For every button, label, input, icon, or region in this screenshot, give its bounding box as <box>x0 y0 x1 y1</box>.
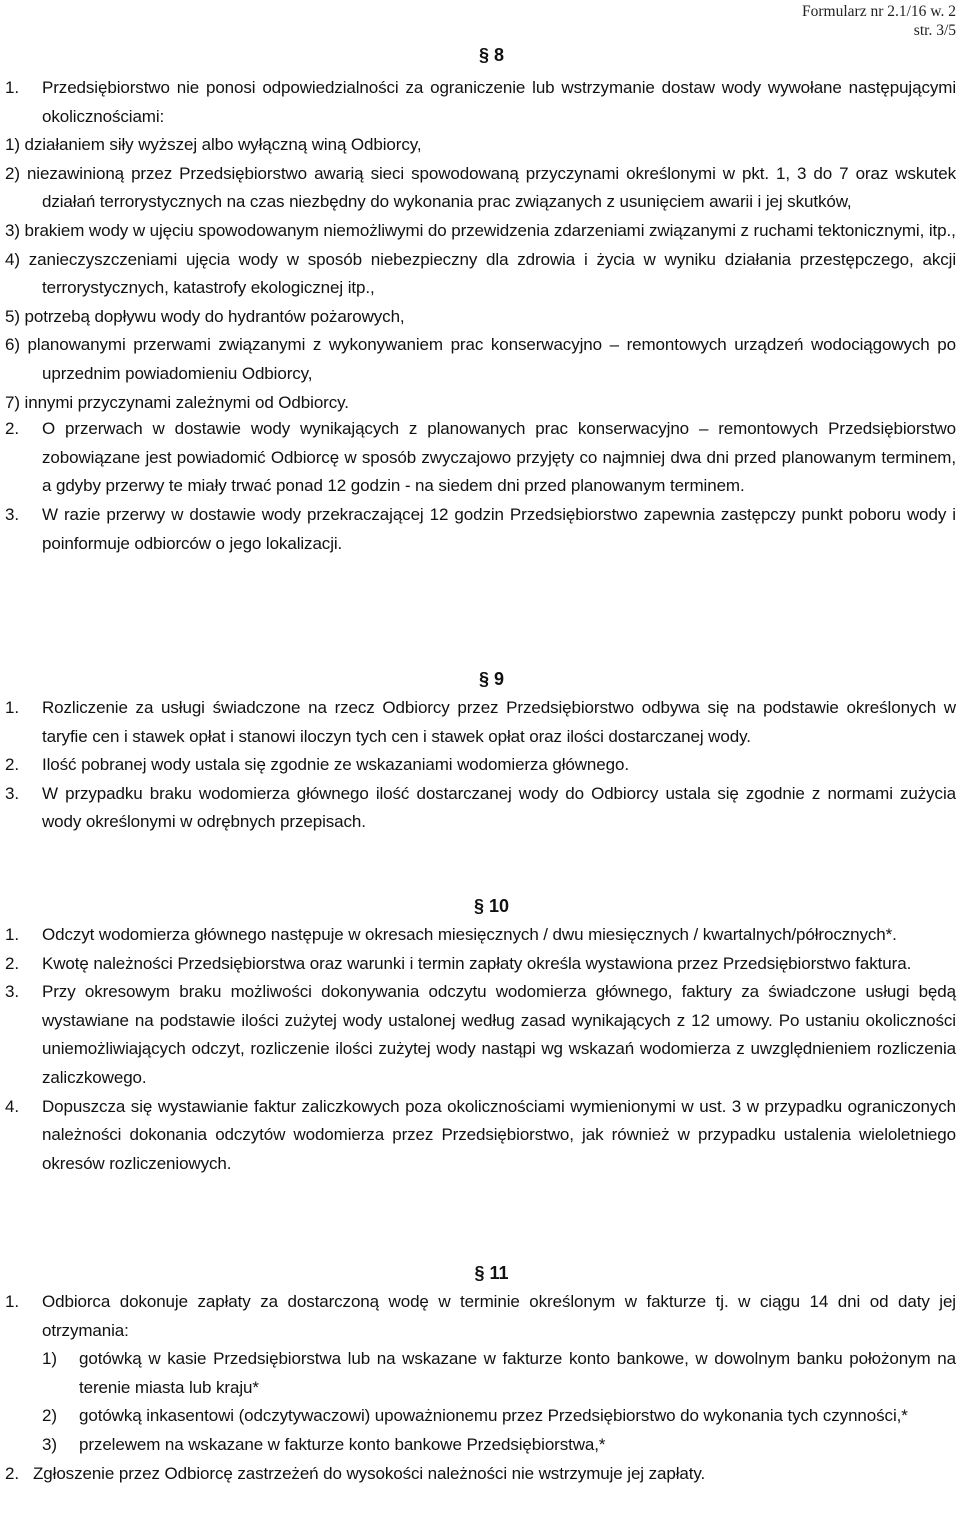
section-9 <box>5 668 958 837</box>
paragraph-2 <box>5 415 958 501</box>
paragraph-text: Zgłoszenie przez Odbiorcę zastrzeżeń do wysokości należności nie wstrzymuje jej zapłaty. <box>33 1463 706 1483</box>
paragraph-1 <box>5 74 958 417</box>
section-title: § 8 <box>478 45 505 65</box>
paragraph-number: 1. <box>5 925 19 944</box>
paragraph-4 <box>5 1093 958 1179</box>
paragraph-number: 2. <box>5 1463 19 1483</box>
list-item: 1) gotówką w kasie Przedsiębiorstwa lub na wskazane w fakturze konto bankowe, w dowolnym banku położonym na terenie miasta lub kraju* <box>42 1349 956 1397</box>
paragraph-text: Rozliczenie za usługi świadczone na rzecz Odbiorcy przez Przedsiębiorstwo odbywa się na podstawie określonych w taryfie cen i stawek opłat i stanowi iloczyn tych cen i stawek opłat oraz ilości dostarczanej wody. <box>42 698 956 746</box>
paragraph-number: 1. <box>5 1292 19 1311</box>
list-item: 2) gotówką inkasentowi (odczytywaczowi) upoważnionemu przez Przedsiębiorstwo do wykonania tych czynności,* <box>42 1406 908 1426</box>
paragraph-2 <box>5 950 958 979</box>
section-8 <box>5 44 958 558</box>
paragraph-1 <box>5 921 958 950</box>
paragraph-number: 2. <box>5 755 19 775</box>
section-mark-icon: § <box>478 45 494 65</box>
section-mark-icon: § <box>474 1263 490 1283</box>
paragraph-1 <box>5 694 958 751</box>
list-item: 2) niezawinioną przez Przedsiębiorstwo awarią sieci spowodowaną przyczynami określonymi w pkt. 1, 3 do 7 oraz wskutek działań terrorystycznych na czas niezbędny do wykonania prac związanych z usunięciem awarii i jej skutków, <box>5 163 956 212</box>
paragraph-number: 1. <box>5 78 19 97</box>
page-number: str. 3/5 <box>913 22 956 39</box>
paragraph-number: 2. <box>5 419 19 439</box>
paragraph-number: 3. <box>5 982 19 1002</box>
list-item: 4) zanieczyszczeniami ujęcia wody w sposób niebezpieczny dla zdrowia i życia w wyniku działania przestępczego, akcji terrorystycznych, katastrofy ekologicznej itp., <box>5 249 956 298</box>
paragraph-text: Kwotę należności Przedsiębiorstwa oraz warunki i termin zapłaty określa wystawiona przez Przedsiębiorstwo faktura. <box>42 953 912 973</box>
paragraph-2 <box>5 751 958 780</box>
list-item: 3) brakiem wody w ujęciu spowodowanym niemożliwymi do przewidzenia zdarzeniami związanymi z ruchami tektonicznymi, itp., <box>5 220 956 240</box>
paragraph-number: 4. <box>5 1096 19 1116</box>
section-10 <box>5 895 958 1178</box>
paragraph-3 <box>5 978 958 1092</box>
paragraph-text: Odczyt wodomierza głównego następuje w okresach miesięcznych / dwu miesięcznych / kwartalnych/półrocznych*. <box>42 925 897 944</box>
paragraph-number: 2. <box>5 953 19 973</box>
paragraph-1 <box>5 1288 958 1460</box>
section-title: § 10 <box>473 896 510 916</box>
paragraph-text: Odbiorca dokonuje zapłaty za dostarczoną wodę w terminie określonym w fakturze tj. w ciągu 14 dni od daty jej otrzymania: <box>42 1292 956 1340</box>
paragraph-text: Przy okresowym braku możliwości dokonywania odczytu wodomierza głównego, faktury za świadczone usługi będą wystawiane na podstawie ilości zużytej wody ustalonej według zasad wynikających z 12 umowy. Po ustaniu okoliczności uniemożliwiających odczyt, rozliczenie ilości zużytej wody nastąpi wg wskazań wodomierza z uwzględnieniem rozliczenia zaliczkowego. <box>42 982 956 1087</box>
payment-method-list <box>42 1345 956 1459</box>
paragraph-number: 3. <box>5 504 19 524</box>
form-number: Formularz nr 2.1/16 w. 2 <box>802 3 956 20</box>
paragraph-text: Przedsiębiorstwo nie ponosi odpowiedzialności za ograniczenie lub wstrzymanie dostaw wody wywołane następującymi okolicznościami: <box>42 78 956 126</box>
paragraph-text: Ilość pobranej wody ustala się zgodnie ze wskazaniami wodomierza głównego. <box>42 755 629 775</box>
paragraph-text: O przerwach w dostawie wody wynikających z planowanych prac konserwacyjno – remontowych Przedsiębiorstwo zobowiązane jest powiadomić Odbiorcę w sposób zwyczajowo przyjęty co najmniej dwa dni przed planowanym terminem, a gdyby przerwy te miały trwać ponad 12 godzin - na siedem dni przed planowanym terminem. <box>42 419 956 496</box>
list-item: 5) potrzebą dopływu wody do hydrantów pożarowych, <box>5 306 405 326</box>
paragraph-text: W przypadku braku wodomierza głównego ilość dostarczanej wody do Odbiorcy ustala się zgodnie z normami zużycia wody określonymi w odrębnych przepisach. <box>42 783 956 832</box>
list-item: 3) przelewem na wskazane w fakturze konto bankowe Przedsiębiorstwa,* <box>42 1434 606 1454</box>
form-header <box>716 2 956 40</box>
paragraph-number: 3. <box>5 783 19 803</box>
list-item: 7) innymi przyczynami zależnymi od Odbiorcy. <box>5 392 349 412</box>
paragraph-3 <box>5 501 958 558</box>
list-item: 1) działaniem siły wyższej albo wyłączną winą Odbiorcy, <box>5 135 422 155</box>
item-list <box>5 131 956 417</box>
paragraph-number: 1. <box>5 698 19 717</box>
list-item: 6) planowanymi przerwami związanymi z wykonywaniem prac konserwacyjno – remontowych urządzeń wodociągowych po uprzednim powiadomieniu Odbiorcy, <box>5 335 956 383</box>
section-11 <box>5 1262 958 1488</box>
section-title: § 11 <box>474 1263 509 1283</box>
paragraph-text: W razie przerwy w dostawie wody przekraczającej 12 godzin Przedsiębiorstwo zapewnia zastępczy punkt poboru wody i poinformuje odbiorców o jego lokalizacji. <box>42 504 956 553</box>
section-mark-icon: § <box>473 896 489 916</box>
paragraph-text: Dopuszcza się wystawianie faktur zaliczkowych poza okolicznościami wymienionymi w ust. 3 w przypadku ograniczonych należności dokonania odczytów wodomierza przez Przedsiębiorstwo, jak również w przypadku ustalenia wieloletniego okresów rozliczeniowych. <box>42 1096 956 1173</box>
section-mark-icon: § <box>478 669 494 689</box>
paragraph-2 <box>5 1460 958 1489</box>
section-title: § 9 <box>478 669 505 689</box>
paragraph-3 <box>5 780 958 837</box>
